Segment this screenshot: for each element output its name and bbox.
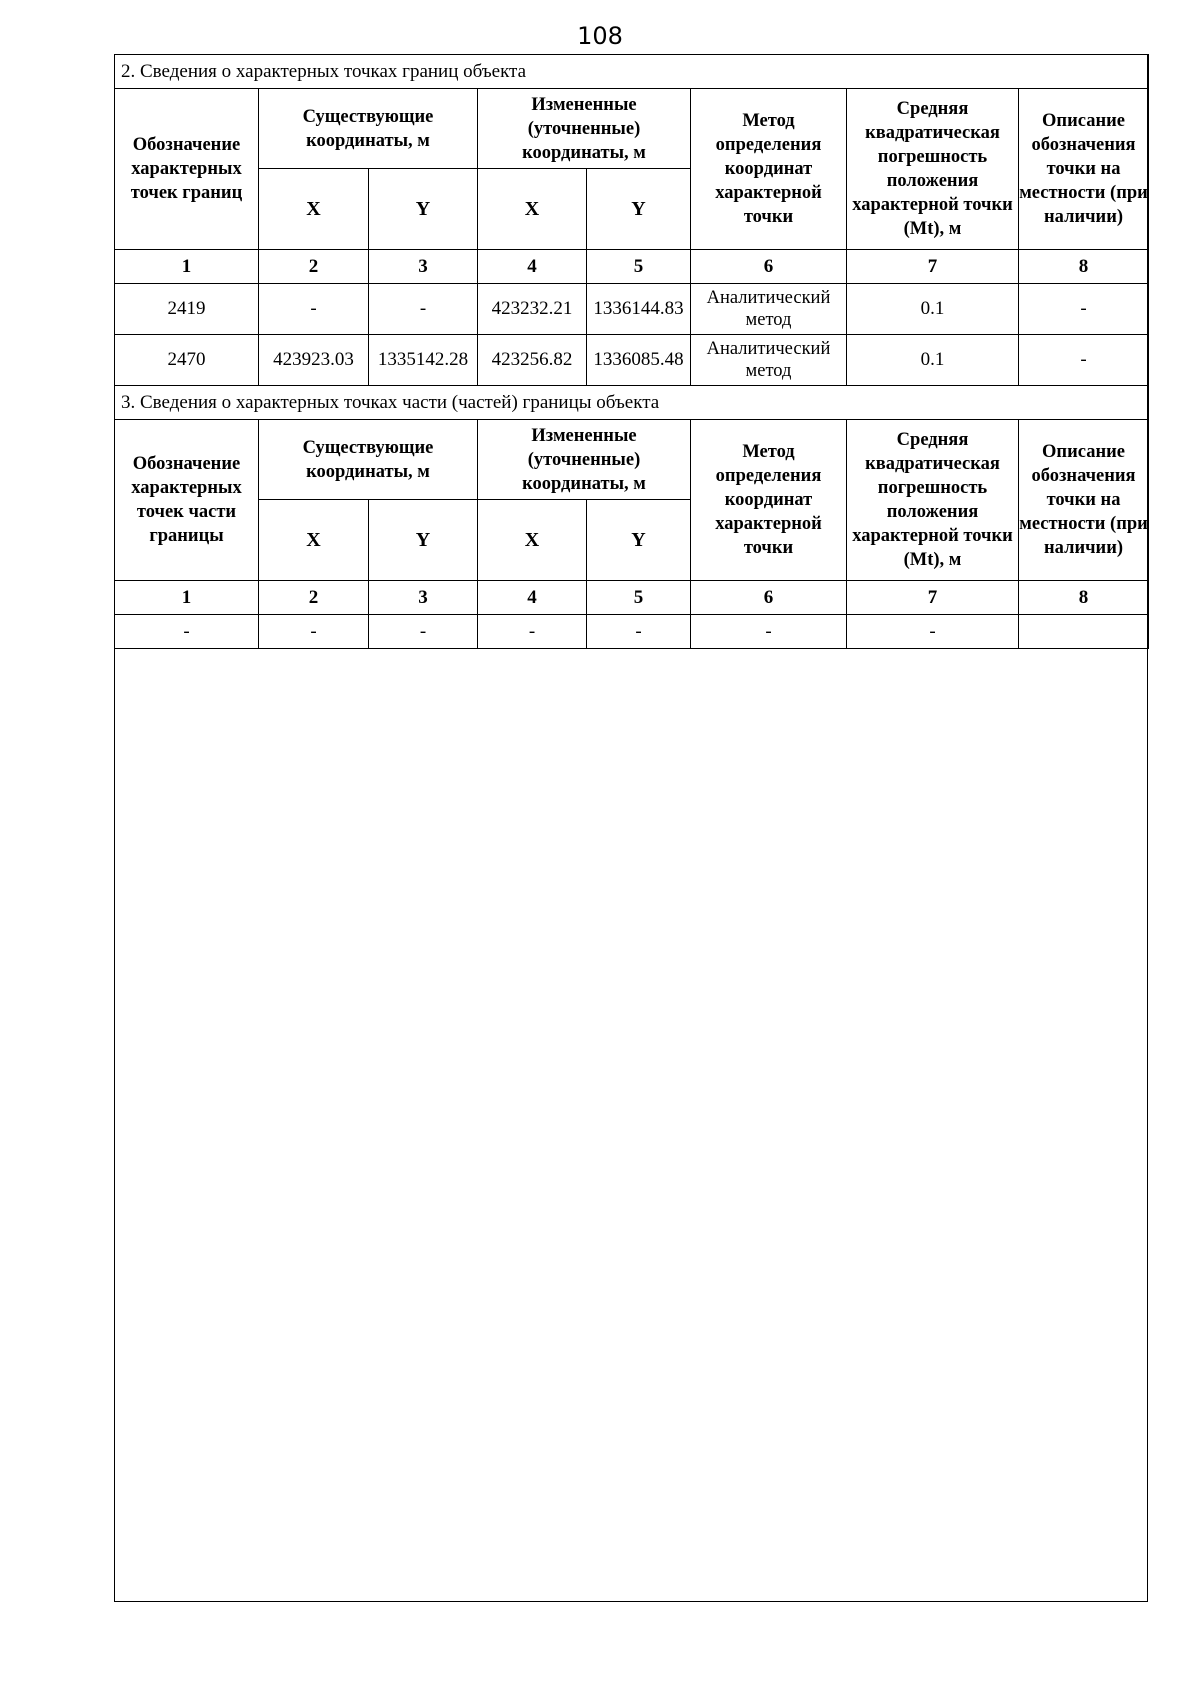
header-existing-coords: Существующие координаты, м [259,89,478,169]
boundary-part-points-table [114,386,1149,649]
column-number: 7 [847,250,1019,284]
column-number: 1 [115,250,259,284]
method: Аналитический метод [691,335,847,386]
column-number: 5 [587,250,691,284]
column-number: 2 [259,581,369,615]
column-number: 4 [478,250,587,284]
table-row [115,284,1149,335]
column-number: 6 [691,581,847,615]
header-y: Y [369,169,478,250]
point-id: 2419 [115,284,259,335]
existing-y: 1335142.28 [369,335,478,386]
existing-x: - [259,284,369,335]
existing-y: - [369,284,478,335]
header-designation: Обозначение характерных точек границ [115,89,259,250]
column-number: 8 [1019,250,1149,284]
table-row [115,615,1149,649]
section-title: 2. Сведения о характерных точках границ объекта [115,55,1149,89]
method: Аналитический метод [691,284,847,335]
description: - [1019,335,1149,386]
changed-x: - [478,615,587,649]
method: - [691,615,847,649]
error-value: - [847,615,1019,649]
existing-x: 423923.03 [259,335,369,386]
header-error: Средняя квадратическая погрешность положения характерной точки (Mt), м [847,420,1019,581]
header-y: Y [587,169,691,250]
existing-y: - [369,615,478,649]
column-number: 8 [1019,581,1149,615]
column-number: 5 [587,581,691,615]
changed-y: 1336144.83 [587,284,691,335]
header-designation: Обозначение характерных точек части границы [115,420,259,581]
header-description: Описание обозначения точки на местности (при наличии) [1019,89,1149,250]
header-y: Y [587,500,691,581]
header-description: Описание обозначения точки на местности (при наличии) [1019,420,1149,581]
header-x: X [259,500,369,581]
description [1019,615,1149,649]
header-x: X [478,500,587,581]
existing-x: - [259,615,369,649]
column-number: 7 [847,581,1019,615]
column-number: 6 [691,250,847,284]
header-existing-coords: Существующие координаты, м [259,420,478,500]
point-id: 2470 [115,335,259,386]
header-method: Метод определения координат характерной точки [691,420,847,581]
column-number: 2 [259,250,369,284]
header-error: Средняя квадратическая погрешность положения характерной точки (Mt), м [847,89,1019,250]
header-changed-coords: Измененные (уточненные) координаты, м [478,420,691,500]
boundary-points-table [114,54,1149,386]
header-x: X [478,169,587,250]
changed-x: 423232.21 [478,284,587,335]
changed-y: - [587,615,691,649]
table-row [115,335,1149,386]
header-changed-coords: Измененные (уточненные) координаты, м [478,89,691,169]
point-id: - [115,615,259,649]
column-number: 1 [115,581,259,615]
error-value: 0.1 [847,335,1019,386]
column-number: 4 [478,581,587,615]
page-number: 108 [577,22,623,50]
error-value: 0.1 [847,284,1019,335]
header-method: Метод определения координат характерной точки [691,89,847,250]
section-title: 3. Сведения о характерных точках части (частей) границы объекта [115,386,1149,420]
changed-x: 423256.82 [478,335,587,386]
column-number: 3 [369,581,478,615]
header-y: Y [369,500,478,581]
changed-y: 1336085.48 [587,335,691,386]
description: - [1019,284,1149,335]
column-number: 3 [369,250,478,284]
header-x: X [259,169,369,250]
